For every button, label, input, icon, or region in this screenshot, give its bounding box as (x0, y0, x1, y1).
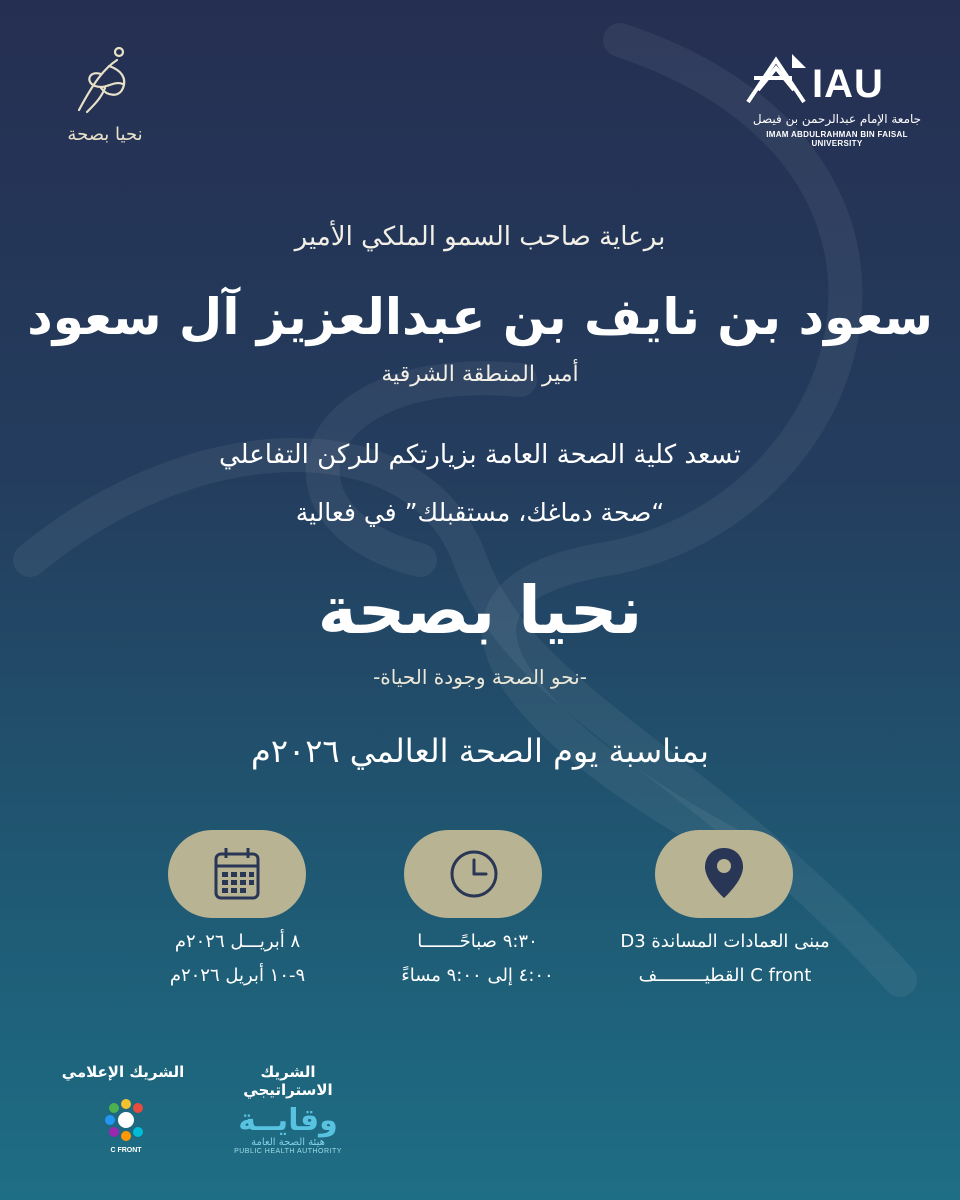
event-logo-text: نحيا بصحة (67, 124, 143, 145)
university-logo (740, 50, 922, 148)
cfront-logo-icon (104, 1098, 148, 1142)
runner-ribbon-icon (65, 40, 145, 120)
event-title: نحيا بصحة (317, 572, 643, 649)
strategic-partner-logo (228, 1105, 348, 1155)
time-info (390, 925, 565, 993)
time-line-2: ٤:٠٠ إلى ٩:٠٠ مساءً (401, 965, 554, 986)
event-tagline: -نحو الصحة وجودة الحياة- (373, 665, 587, 689)
strategic-partner-label: الشريك الاستراتيجي (243, 1063, 333, 1099)
university-acronym: IAU (812, 62, 884, 106)
date-info (150, 925, 325, 993)
location-line-1: مبنى العمادات المساندة D3 (620, 931, 830, 952)
strategic-partner-name: وقايــة (238, 1103, 338, 1138)
prince-title: أمير المنطقة الشرقية (381, 362, 579, 387)
date-line-1: ٨ أبريـــل ٢٠٢٦م (174, 931, 301, 952)
prince-name: سعود بن نايف بن عبدالعزيز آل سعود (27, 288, 933, 346)
university-name-arabic: جامعة الإمام عبدالرحمن بن فيصل (752, 112, 922, 126)
time-badge (404, 830, 542, 918)
time-line-1: ٩:٣٠ صباحًـــــــا (417, 931, 538, 952)
date-badge (168, 830, 306, 918)
date-line-2: ٩-١٠ أبريل ٢٠٢٦م (169, 965, 306, 986)
patronage-line: برعاية صاحب السمو الملكي الأمير (294, 222, 666, 252)
occasion-line: بمناسبة يوم الصحة العالمي ٢٠٢٦م (251, 732, 709, 770)
strategic-partner-subtitle: هيئة الصحة العامة (251, 1137, 325, 1148)
location-info (600, 925, 850, 993)
media-partner-label: الشريك الإعلامي (61, 1063, 185, 1081)
corner-name: “صحة دماغك، مستقبلك” في فعالية (295, 498, 665, 527)
map-pin-icon (699, 844, 749, 902)
calendar-icon (212, 844, 262, 902)
invitation-intro: تسعد كلية الصحة العامة بزيارتكم للركن التفاعلي (219, 440, 741, 470)
clock-icon (448, 844, 500, 902)
location-line-2: C front القطيـــــــــف (638, 965, 812, 986)
media-partner-name: C FRONT (110, 1147, 142, 1154)
event-logo (40, 40, 170, 160)
university-name-english: IMAM ABDULRAHMAN BIN FAISAL UNIVERSITY (766, 130, 908, 148)
strategic-partner-english: PUBLIC HEALTH AUTHORITY (234, 1148, 342, 1155)
location-badge (655, 830, 793, 918)
media-partner-logo (98, 1098, 154, 1154)
university-emblem-icon (740, 50, 810, 110)
